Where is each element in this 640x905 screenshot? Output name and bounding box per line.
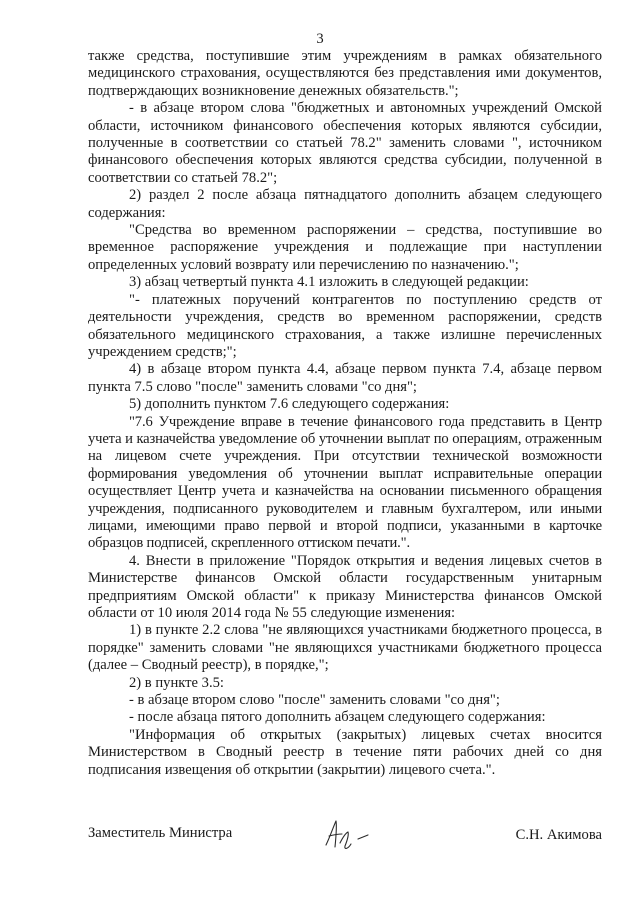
document-body (88, 48, 602, 779)
paragraph: также средства, поступившие этим учреждениям в рамках обязательного медицинского страхования, осуществляются без представления ими документов, подтверждающих возникновение денежных обязательств."; (88, 48, 602, 99)
paragraph: 2) раздел 2 после абзаца пятнадцатого дополнить абзацем следующего содержания: (88, 187, 602, 221)
handwritten-signature (320, 815, 376, 853)
paragraph: - в абзаце втором слова "бюджетных и автономных учреждений Омской области, источником финансового обеспечения которых являются субсидии, полученные в соответствии со статьей 78.2" заменить словами ", источником финансового обеспечения которых являются средства субсидии, полученной в соответствии со статьей 78.2"; (88, 100, 602, 186)
paragraph: - в абзаце втором слово "после" заменить словами "со дня"; (129, 692, 500, 709)
paragraph: "7.6 Учреждение вправе в течение финансового года представить в Центр учета и казначейства уведомление об уточнении выплат по операциям, отраженным на лицевом счете учреждения. При отсутствии технической возможности формирования уведомления об уточнении выплат исправительные операции осуществляет Центр учета и казначейства на основании письменного обращения учреждения, подписанного руководителем и главным бухгалтером, или иными лицами, имеющими право первой и второй подписи, указанными в карточке образцов подписей, скрепленного оттиском печати.". (88, 413, 602, 552)
paragraph: 2) в пункте 3.5: (129, 674, 224, 691)
paragraph: 1) в пункте 2.2 слова "не являющихся участниками бюджетного процесса, в порядке" заменить словами "не являющихся участниками бюджетного процесса (далее – Сводный реестр), в порядке,"; (88, 622, 602, 674)
paragraph: "Средства во временном распоряжении – средства, поступившие во временное распоряжение учреждения и подлежащие при наступлении определенных условий возврату или перечислению по назначению."; (88, 222, 602, 273)
signatory-position: Заместитель Министра (88, 825, 233, 841)
paragraph: "- платежных поручений контрагентов по поступлению средств от деятельности учреждения, средств во временном распоряжении, средств обязательного медицинского страхования, а также излишне перечисленных учреждением средств;"; (88, 291, 602, 360)
page-number: 3 (316, 31, 324, 47)
paragraph: 4. Внести в приложение "Порядок открытия и ведения лицевых счетов в Министерстве финансов Омской области государственным унитарным предприятиям Омской области" к приказу Министерства финансов Омской области от 10 июля 2014 года № 55 следующие изменения: (88, 552, 602, 621)
paragraph: "Информация об открытых (закрытых) лицевых счетах вносится Министерством в Сводный реестр в течение пяти рабочих дней со дня подписания извещения об открытии (закрытии) лицевого счета.". (88, 726, 602, 778)
paragraph: 3) абзац четвертый пункта 4.1 изложить в следующей редакции: (129, 274, 529, 291)
paragraph: 5) дополнить пунктом 7.6 следующего содержания: (129, 396, 450, 413)
signatory-name: С.Н. Акимова (515, 827, 602, 843)
paragraph: 4) в абзаце втором пункта 4.4, абзаце первом пункта 7.4, абзаце первом пункта 7.5 слово "после" заменить словами "со дня"; (88, 361, 602, 395)
paragraph: - после абзаца пятого дополнить абзацем следующего содержания: (129, 709, 546, 726)
signature-block (88, 821, 602, 861)
